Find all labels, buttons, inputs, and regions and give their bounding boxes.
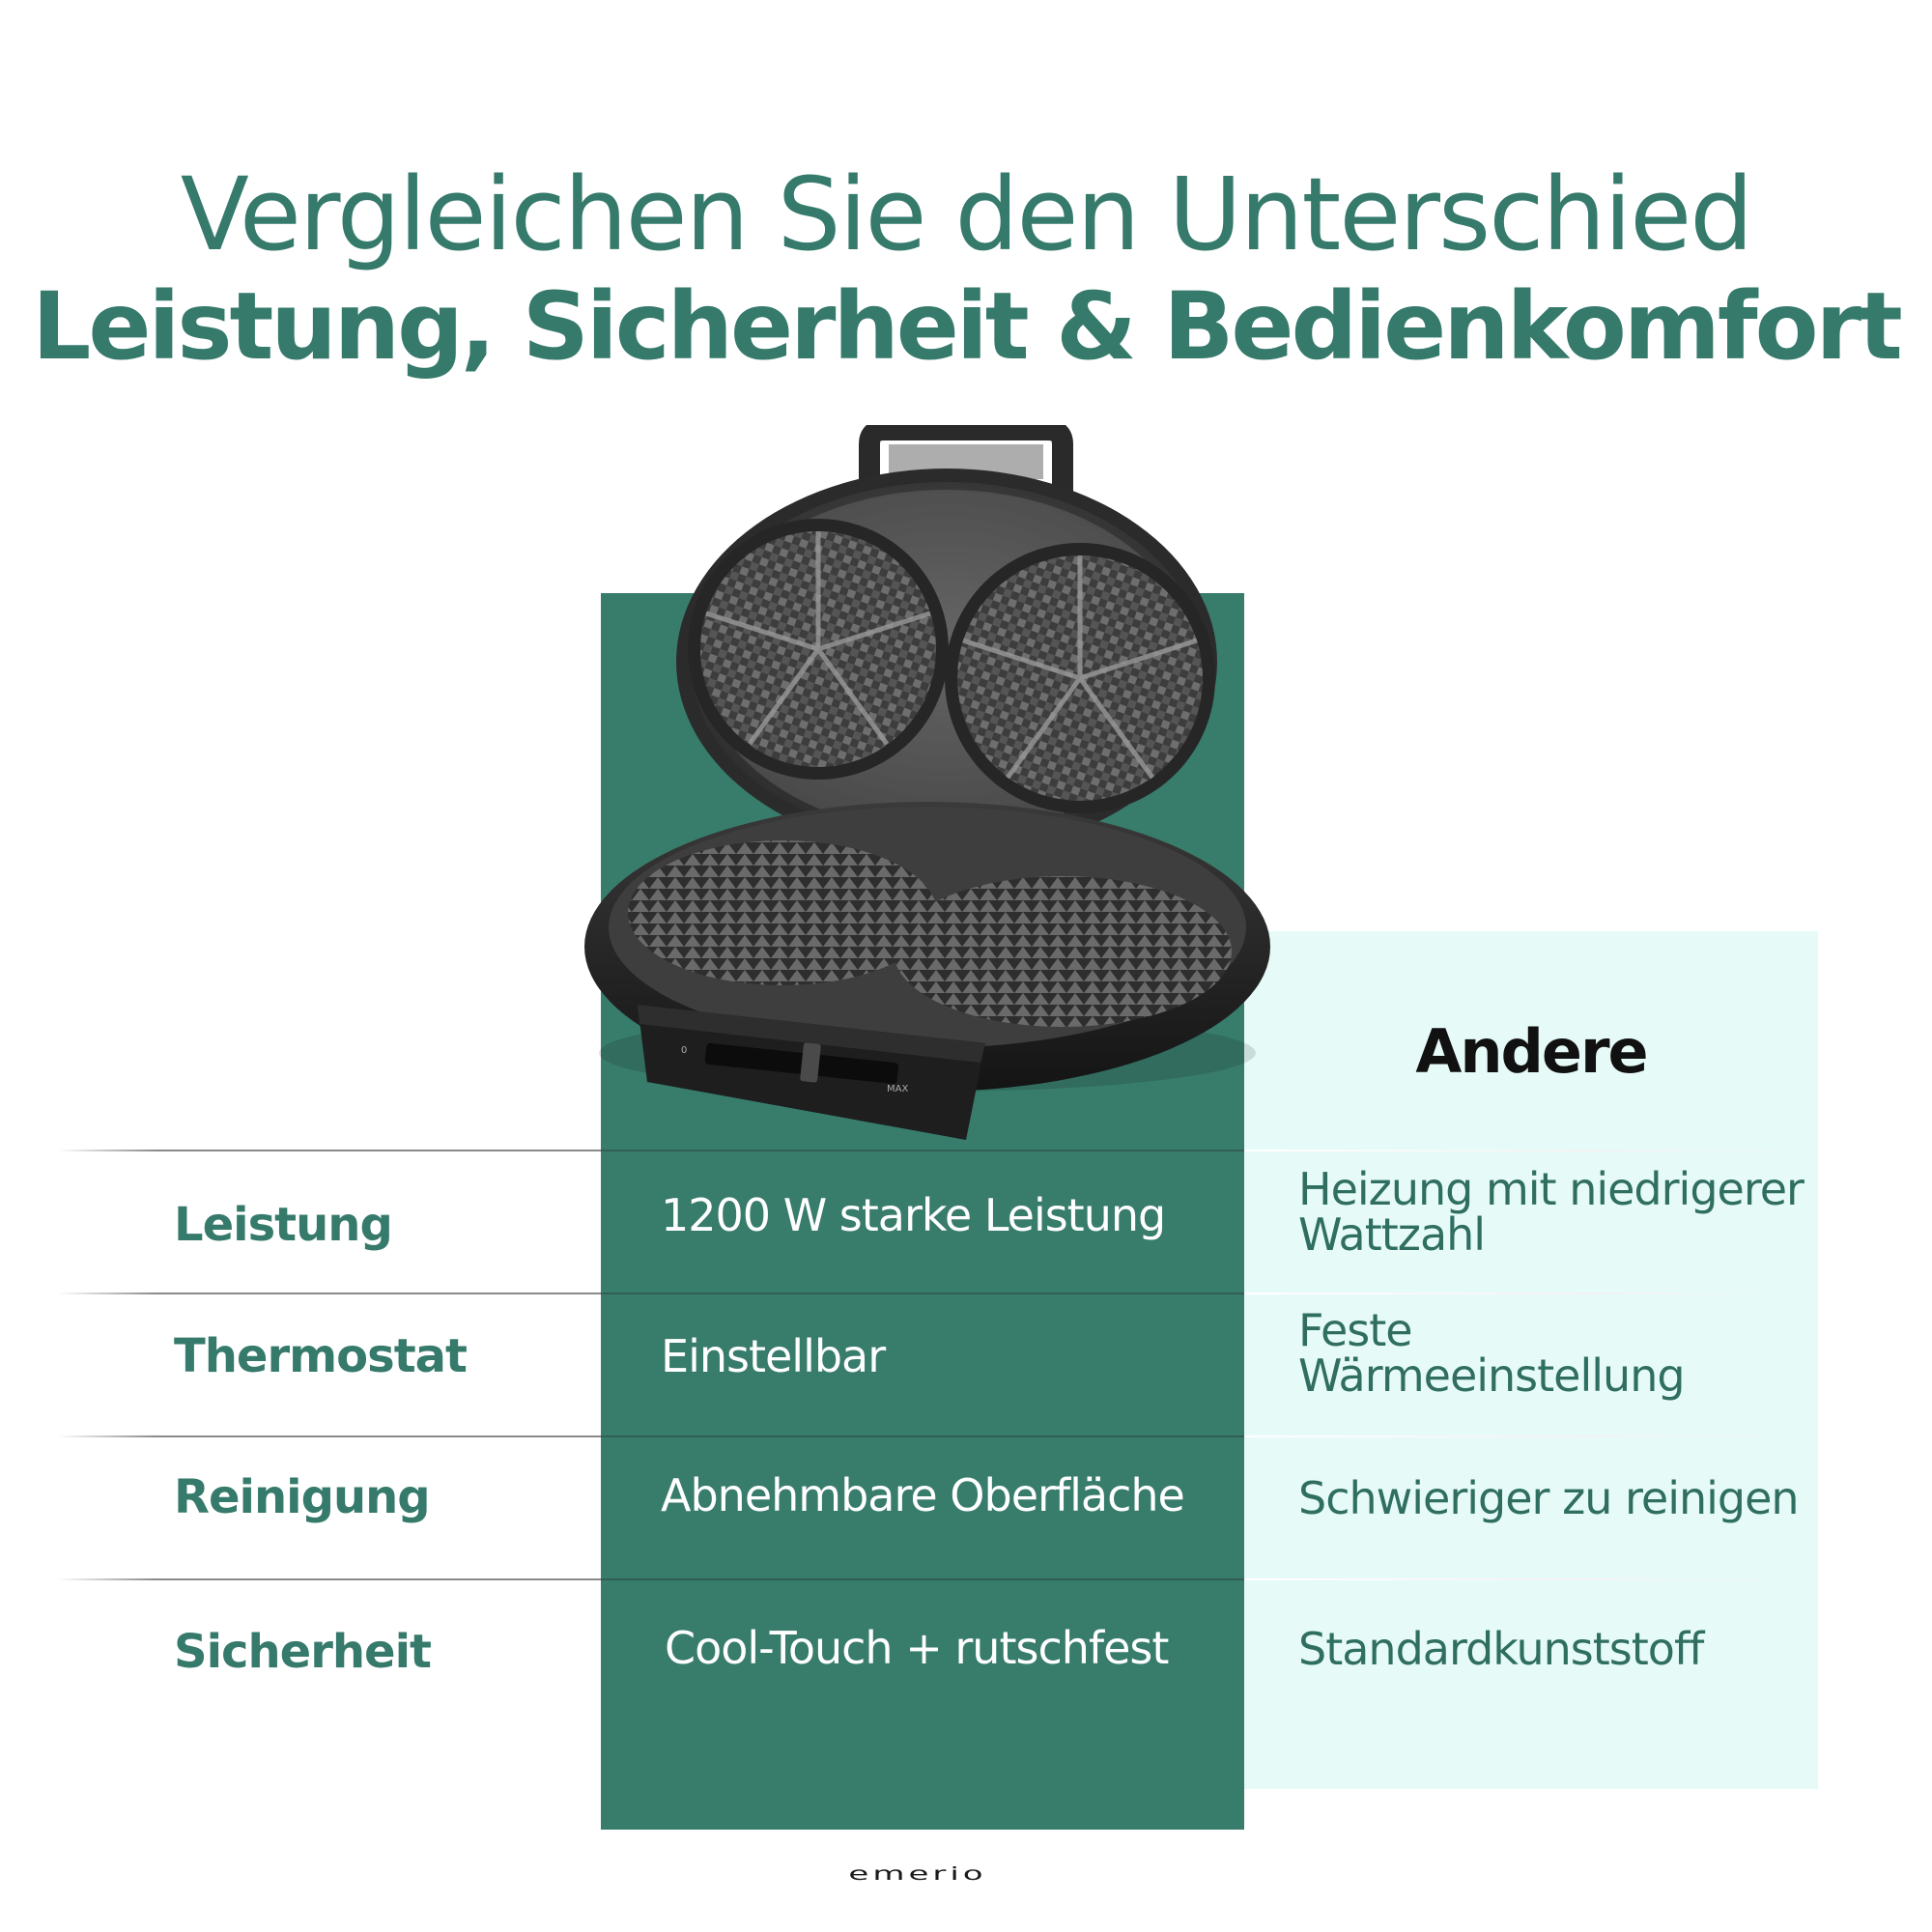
row-divider (58, 1578, 601, 1580)
row-label-thermostat: Thermostat (174, 1329, 467, 1383)
row-divider (601, 1150, 1244, 1151)
brand-logo (792, 1855, 1043, 1893)
brand-logo-text: emerio (848, 1863, 987, 1885)
slider-min-label: 0 (681, 1045, 688, 1056)
row-divider (1244, 1578, 1818, 1580)
page-subtitle: Leistung, Sicherheit & Bedienkomfort (32, 272, 1900, 381)
row-divider (1244, 1435, 1818, 1437)
row-divider (601, 1578, 1244, 1580)
emerio-value-thermostat: Einstellbar (661, 1330, 886, 1382)
other-column-header: Andere (1415, 1016, 1647, 1087)
emerio-value-reinigung: Abnehmbare Oberfläche (661, 1469, 1184, 1521)
emerio-value-sicherheit: Cool-Touch + rutschfest (665, 1622, 1169, 1674)
page-title: Vergleichen Sie den Unterschied (180, 156, 1752, 273)
row-divider (1244, 1293, 1818, 1294)
slider-max-label: MAX (887, 1084, 909, 1094)
row-divider (58, 1435, 601, 1437)
other-value-leistung: Heizung mit niedrigerer Wattzahl (1298, 1163, 1804, 1261)
other-value-reinigung: Schwieriger zu reinigen (1298, 1472, 1799, 1524)
other-value-sicherheit: Standardkunststoff (1298, 1623, 1704, 1675)
row-divider (58, 1293, 601, 1294)
row-label-leistung: Leistung (174, 1198, 392, 1252)
row-divider (1244, 1150, 1818, 1151)
waffle-maker-image (580, 425, 1275, 1159)
row-divider (58, 1150, 601, 1151)
other-value-thermostat: Feste Wärmeeinstellung (1298, 1304, 1685, 1402)
row-divider (601, 1435, 1244, 1437)
row-label-sicherheit: Sicherheit (174, 1625, 431, 1679)
row-label-reinigung: Reinigung (174, 1470, 430, 1524)
emerio-value-leistung: 1200 W starke Leistung (661, 1189, 1166, 1241)
row-divider (601, 1293, 1244, 1294)
